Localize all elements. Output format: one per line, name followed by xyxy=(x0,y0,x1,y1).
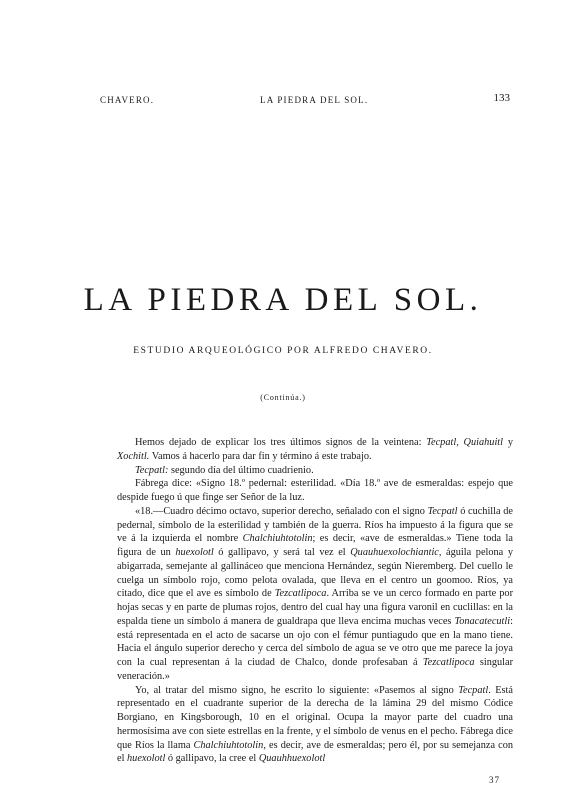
paragraph: «18.—Cuadro décimo octavo, superior derecho, señalado con el signo Tecpatl ó cuchilla de pedernal, símbolo de la esterilidad y también de la guerra. Ríos ha impuesto á la figura que se ve á la izquierda el nombre Chalchiuhtotolin; es decir, «ave de esmeraldas.» Tiene toda la figura de un huexolotl ó gallipavo, y será tal vez el Quauhuexolochiantic, águila pelona y abigarrada, semejante al gallináceo que menciona Hernández, según Nieremberg. Del cuello le cuelga un símbolo rojo, como pelota ovalada, que lleva en el centro un goomoo. Ríos, ya citado, dice que el ave es símbolo de Tezcatlipoca. Arriba se ve un cerco formado en parte por hojas secas y en parte de plumas rojos, dentro del cual hay una figura varonil en cuclillas: en la espalda tiene un símbolo á manera de gualdrapa que lleva encima muchas veces Tonacatecutli: está representada en el acto de sacarse un ojo con el fémur puntiagudo que en la mano tiene. Hacia el ángulo superior derecho y cerca del símbolo de agua se ve otro que me parece la joya con la cual representan á la ciudad de Chalco, donde profesaban á Tezcatlipoca singular veneración.» xyxy=(117,505,513,682)
paragraph: Yo, al tratar del mismo signo, he escrito lo siguiente: «Pasemos al signo Tecpatl. Está representado en el cuadrante superior de la derecha de la lámina 29 del mismo Códice Borgiano, en Kingsborough, 10 en el original. Ocupa la mayor parte del cuadro una hermosísima ave con siete estrellas en la frente, y el símbolo de venus en el pecho. Fábrega dice que Ríos la llama Chalchiuhtotolin, es decir, ave de esmeraldas; pero él, por su semejanza con el huexolotl ó gallipavo, la cree el Quauhhuexolotl xyxy=(117,684,514,765)
header-author: CHAVERO. xyxy=(100,95,155,105)
running-header xyxy=(100,92,510,108)
header-title: LA PIEDRA DEL SOL. xyxy=(260,95,369,105)
paragraph: Fábrega dice: «Signo 18.º pedernal: esterilidad. «Día 18.º ave de esmeraldas: espejo que despide fuego ú que finge ser Señor de la luz. xyxy=(117,478,513,503)
article-body xyxy=(117,436,513,766)
signature-mark: 37 xyxy=(489,775,500,785)
paragraph: Hemos dejado de explicar los tres últimos signos de la veintena: Tecpatl, Quiahuitl y Xochitl. Vamos á hacerlo para dar fin y término á este trabajo. xyxy=(117,437,513,462)
article-subtitle: ESTUDIO ARQUEOLÓGICO POR ALFREDO CHAVERO. xyxy=(133,346,433,356)
continuation-note: (Continúa.) xyxy=(260,393,306,402)
paragraph: Tecpatl: segundo día del último cuadrienio. xyxy=(135,464,314,476)
page-number: 133 xyxy=(493,92,510,104)
article-title: LA PIEDRA DEL SOL. xyxy=(83,282,483,318)
